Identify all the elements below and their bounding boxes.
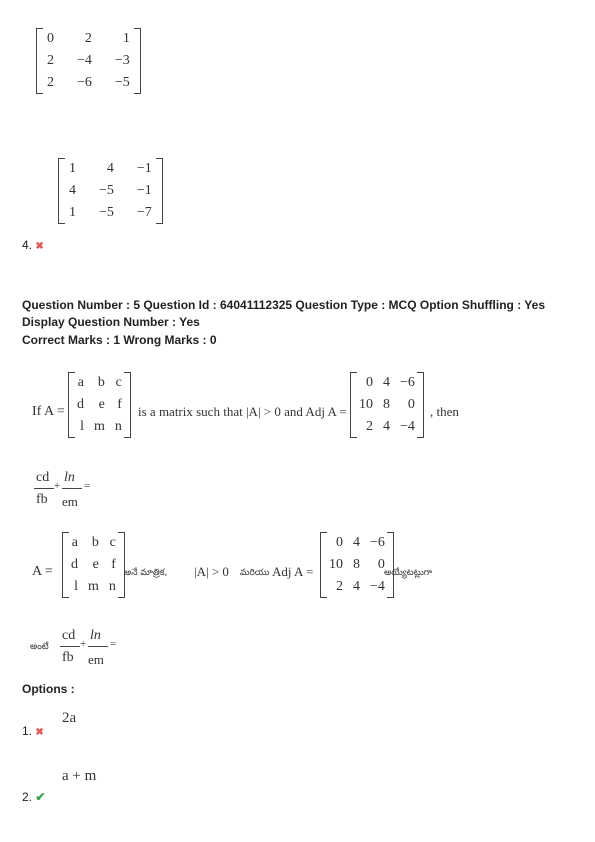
fraction-1-denominator: fb — [36, 492, 48, 507]
option-3-matrix — [36, 28, 141, 94]
matrix-cell: l — [80, 419, 84, 434]
matrix-cell: −5 — [114, 75, 130, 90]
matrix-cell: b — [97, 375, 105, 390]
fraction-2-denominator: em — [62, 494, 78, 509]
fraction-2-numerator: ln — [90, 628, 101, 643]
matrix-cell: 4 — [69, 183, 76, 198]
option-number: 4. — [22, 238, 33, 252]
matrix-cell: 0 — [47, 31, 54, 46]
option-2-label — [22, 790, 45, 804]
matrix-cell: l — [74, 579, 78, 594]
matrix-cell: m — [88, 579, 99, 594]
matrix-cell: 1 — [69, 205, 76, 220]
matrix-cell: −6 — [77, 75, 92, 90]
option-1-text: 2a — [62, 710, 77, 726]
question-prefix: If A = — [32, 404, 65, 419]
option-number: 1. — [22, 724, 33, 738]
option-1-label — [22, 724, 44, 738]
fraction-bar — [62, 488, 82, 489]
cross-icon: ✖ — [35, 727, 44, 738]
fraction-2-denominator: em — [88, 652, 104, 667]
matrix-cell: 2 — [47, 53, 54, 68]
matrix-cell: −6 — [400, 375, 415, 390]
equals-sign: = — [84, 480, 91, 492]
matrix-cell: 4 — [106, 161, 114, 176]
fraction-bar — [34, 488, 54, 489]
te-adj: Adj A = — [272, 564, 314, 579]
question-telugu — [32, 528, 592, 618]
matrix-cell: −4 — [77, 53, 92, 68]
te-matrix-a — [62, 532, 125, 598]
fraction-1-numerator: cd — [62, 628, 76, 643]
matrix-cell: f — [117, 397, 122, 412]
matrix-cell: d — [71, 557, 78, 572]
matrix-cell: e — [92, 557, 99, 572]
matrix-cell: −4 — [400, 419, 415, 434]
matrix-cell: −7 — [136, 205, 152, 220]
matrix-cell: n — [108, 579, 116, 594]
matrix-cell: −5 — [99, 205, 114, 220]
question-suffix: , then — [430, 404, 459, 419]
matrix-table — [72, 372, 127, 438]
matrix-cell: −3 — [114, 53, 130, 68]
option-number: 2. — [22, 790, 33, 804]
matrix-cell: a — [71, 535, 78, 550]
matrix-cell: 10 — [359, 397, 373, 412]
matrix-cell: 8 — [353, 557, 360, 572]
matrix-cell: 2 — [336, 579, 343, 594]
options-label: Options : — [22, 682, 75, 696]
te-mid-1: అనే మాత్రిక, — [124, 568, 168, 578]
matrix-cell: 4 — [383, 419, 390, 434]
matrix-cell: 4 — [353, 535, 360, 550]
question-meta-line-3: Correct Marks : 1 Wrong Marks : 0 — [22, 333, 217, 347]
matrix-a — [68, 372, 131, 438]
fraction-expression — [30, 470, 110, 510]
check-icon: ✔ — [35, 790, 46, 804]
matrix-table — [66, 532, 121, 598]
plus-sign: + — [54, 480, 61, 492]
matrix-cell: 1 — [69, 161, 76, 176]
matrix-cell: b — [91, 535, 99, 550]
matrix-table — [324, 532, 390, 598]
option-2-text: a + m — [62, 768, 97, 784]
te-suffix: అయ్యేటట్లుగా — [384, 568, 433, 578]
matrix-cell: f — [111, 557, 116, 572]
matrix-cell: −5 — [99, 183, 114, 198]
matrix-cell: −1 — [136, 161, 152, 176]
matrix-cell: 4 — [383, 375, 390, 390]
option-4-label — [22, 238, 44, 252]
fraction-1-numerator: cd — [36, 470, 50, 485]
matrix-cell: 0 — [336, 535, 343, 550]
matrix-cell: c — [115, 375, 122, 390]
equals-sign: = — [110, 638, 117, 650]
matrix-adj-a — [350, 372, 424, 438]
fraction-bar — [60, 646, 80, 647]
matrix-cell: −1 — [136, 183, 152, 198]
matrix-cell: 10 — [329, 557, 343, 572]
matrix-cell: 2 — [47, 75, 54, 90]
fraction-1-denominator: fb — [62, 650, 74, 665]
te-matrix-adj — [320, 532, 394, 598]
te-condition: |A| > 0 — [194, 564, 229, 579]
matrix-cell: d — [77, 397, 84, 412]
fraction-2-numerator: ln — [64, 470, 75, 485]
te-then: అంటే — [30, 642, 49, 652]
matrix-cell: 2 — [366, 419, 373, 434]
cross-icon: ✖ — [35, 241, 44, 252]
matrix-cell: 0 — [377, 557, 385, 572]
matrix-cell: m — [94, 419, 105, 434]
matrix-cell: 4 — [353, 579, 360, 594]
matrix-cell: −6 — [370, 535, 385, 550]
matrix-cell: a — [77, 375, 84, 390]
matrix-cell: c — [109, 535, 116, 550]
matrix-cell: n — [114, 419, 122, 434]
option-4-matrix — [58, 158, 163, 224]
matrix-cell: e — [98, 397, 105, 412]
matrix-cell: 0 — [366, 375, 373, 390]
te-mid-2: మరియు — [240, 568, 270, 578]
matrix-cell: 8 — [383, 397, 390, 412]
matrix-table — [64, 158, 157, 224]
matrix-table — [42, 28, 135, 94]
matrix-cell: 2 — [84, 31, 92, 46]
matrix-table — [354, 372, 420, 438]
te-prefix: A = — [32, 564, 53, 579]
question-meta-line-1: Question Number : 5 Question Id : 64041112325 Question Type : MCQ Option Shuffling : Yes — [22, 298, 545, 312]
te-fraction-expression — [30, 628, 140, 668]
question-meta-line-2: Display Question Number : Yes — [22, 315, 200, 329]
matrix-cell: 0 — [407, 397, 415, 412]
matrix-cell: 1 — [122, 31, 130, 46]
question-condition: is a matrix such that |A| > 0 and Adj A = — [138, 404, 347, 419]
fraction-bar — [88, 646, 108, 647]
matrix-cell: −4 — [370, 579, 385, 594]
plus-sign: + — [80, 638, 87, 650]
question-english — [32, 368, 592, 458]
